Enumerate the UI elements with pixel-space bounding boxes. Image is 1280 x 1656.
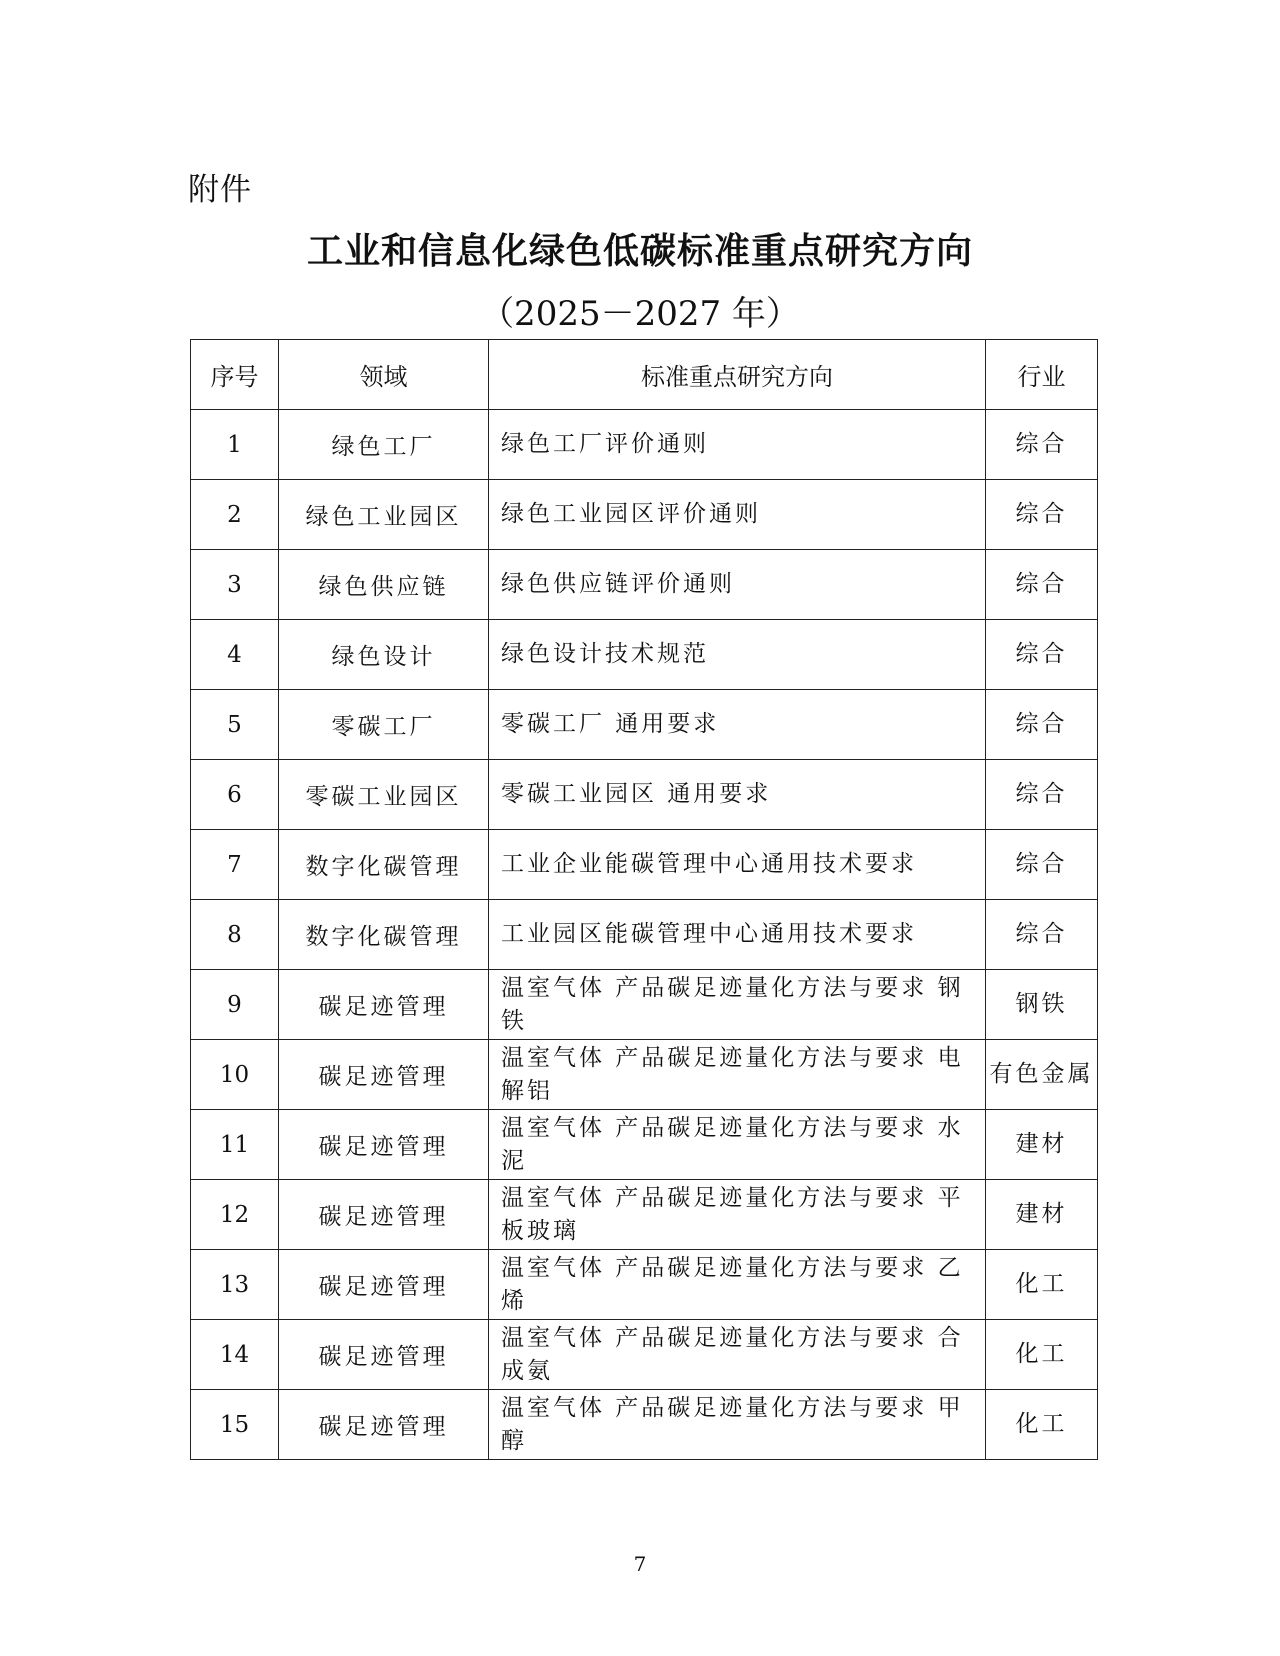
row-industry: 钢铁: [986, 970, 1098, 1040]
row-direction: 绿色设计技术规范: [489, 620, 986, 690]
row-direction: 绿色供应链评价通则: [489, 550, 986, 620]
row-no: 9: [191, 970, 279, 1040]
row-no: 11: [191, 1110, 279, 1180]
table-row: [191, 480, 1098, 550]
row-no: 2: [191, 480, 279, 550]
row-field: 数字化碳管理: [279, 900, 489, 970]
row-no: 3: [191, 550, 279, 620]
row-field: 数字化碳管理: [279, 830, 489, 900]
row-direction: 温室气体 产品碳足迹量化方法与要求 甲醇: [489, 1390, 986, 1460]
page-number: 7: [633, 1552, 647, 1576]
table-row: [191, 1390, 1098, 1460]
row-field: 零碳工业园区: [279, 760, 489, 830]
row-industry: 化工: [986, 1390, 1098, 1460]
row-field: 碳足迹管理: [279, 1390, 489, 1460]
row-no: 7: [191, 830, 279, 900]
header-direction: 标准重点研究方向: [489, 340, 986, 410]
row-no: 6: [191, 760, 279, 830]
attachment-label: 附件: [188, 172, 252, 208]
row-field: 碳足迹管理: [279, 1040, 489, 1110]
row-field: 碳足迹管理: [279, 1180, 489, 1250]
row-field: 绿色供应链: [279, 550, 489, 620]
row-direction: 温室气体 产品碳足迹量化方法与要求 平板玻璃: [489, 1180, 986, 1250]
row-industry: 综合: [986, 760, 1098, 830]
table-row: [191, 550, 1098, 620]
row-no: 8: [191, 900, 279, 970]
document-title: 工业和信息化绿色低碳标准重点研究方向: [306, 230, 973, 272]
row-industry: 综合: [986, 690, 1098, 760]
row-direction: 温室气体 产品碳足迹量化方法与要求 乙烯: [489, 1250, 986, 1320]
row-field: 绿色设计: [279, 620, 489, 690]
row-field: 绿色工厂: [279, 410, 489, 480]
standards-table: [190, 339, 1098, 1460]
row-no: 5: [191, 690, 279, 760]
row-no: 10: [191, 1040, 279, 1110]
row-industry: 化工: [986, 1250, 1098, 1320]
row-field: 零碳工厂: [279, 690, 489, 760]
row-field: 碳足迹管理: [279, 970, 489, 1040]
document-subtitle: （2025－2027 年）: [480, 294, 800, 334]
row-direction: 温室气体 产品碳足迹量化方法与要求 电解铝: [489, 1040, 986, 1110]
row-direction: 温室气体 产品碳足迹量化方法与要求 钢铁: [489, 970, 986, 1040]
row-field: 碳足迹管理: [279, 1250, 489, 1320]
row-industry: 建材: [986, 1180, 1098, 1250]
row-field: 碳足迹管理: [279, 1320, 489, 1390]
row-no: 14: [191, 1320, 279, 1390]
table-row: [191, 970, 1098, 1040]
row-no: 13: [191, 1250, 279, 1320]
table-header-row: [191, 340, 1098, 410]
row-direction: 工业园区能碳管理中心通用技术要求: [489, 900, 986, 970]
row-field: 碳足迹管理: [279, 1110, 489, 1180]
table-row: [191, 760, 1098, 830]
row-no: 15: [191, 1390, 279, 1460]
row-industry: 综合: [986, 830, 1098, 900]
row-industry: 化工: [986, 1320, 1098, 1390]
row-direction: 零碳工厂 通用要求: [489, 690, 986, 760]
row-direction: 绿色工厂评价通则: [489, 410, 986, 480]
row-direction: 工业企业能碳管理中心通用技术要求: [489, 830, 986, 900]
table-row: [191, 830, 1098, 900]
header-industry: 行业: [986, 340, 1098, 410]
header-no: 序号: [191, 340, 279, 410]
table-row: [191, 1040, 1098, 1110]
table-row: [191, 1180, 1098, 1250]
table-row: [191, 410, 1098, 480]
table-row: [191, 1320, 1098, 1390]
row-industry: 综合: [986, 900, 1098, 970]
row-industry: 有色金属: [986, 1040, 1098, 1110]
row-no: 1: [191, 410, 279, 480]
row-direction: 温室气体 产品碳足迹量化方法与要求 水泥: [489, 1110, 986, 1180]
row-industry: 综合: [986, 410, 1098, 480]
table-row: [191, 1250, 1098, 1320]
row-industry: 综合: [986, 480, 1098, 550]
row-industry: 建材: [986, 1110, 1098, 1180]
row-industry: 综合: [986, 620, 1098, 690]
row-industry: 综合: [986, 550, 1098, 620]
table-row: [191, 620, 1098, 690]
table-row: [191, 1110, 1098, 1180]
row-direction: 绿色工业园区评价通则: [489, 480, 986, 550]
table-row: [191, 900, 1098, 970]
row-direction: 零碳工业园区 通用要求: [489, 760, 986, 830]
row-field: 绿色工业园区: [279, 480, 489, 550]
row-no: 4: [191, 620, 279, 690]
row-no: 12: [191, 1180, 279, 1250]
table-row: [191, 690, 1098, 760]
row-direction: 温室气体 产品碳足迹量化方法与要求 合成氨: [489, 1320, 986, 1390]
header-field: 领域: [279, 340, 489, 410]
